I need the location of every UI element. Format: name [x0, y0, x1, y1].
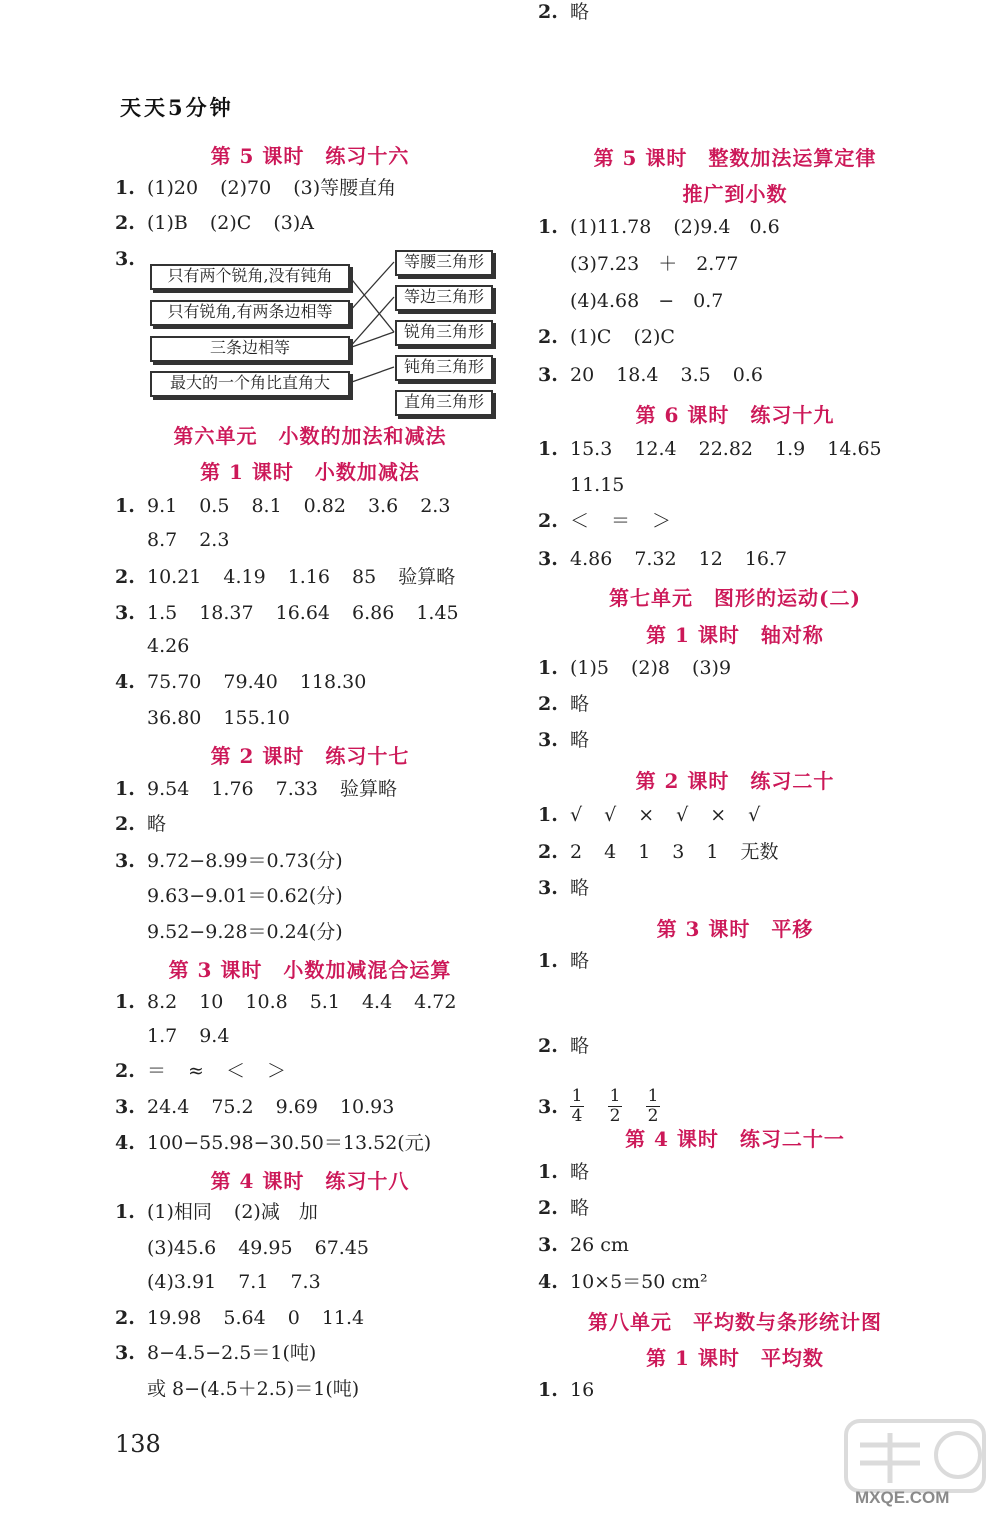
- item-number: 1.: [115, 778, 135, 800]
- section-heading: 第 1 课时 平均数: [646, 1346, 824, 1370]
- item-number: 1.: [538, 438, 558, 460]
- item-number: 3.: [115, 602, 135, 624]
- answer-value: 15.3: [570, 438, 613, 460]
- answer-value: 79.40: [223, 671, 278, 693]
- section-heading: 第六单元 小数的加法和减法: [173, 424, 447, 448]
- section-heading: 第 3 课时 小数加减混合运算: [168, 958, 452, 982]
- answer-value: √: [570, 804, 583, 826]
- answer-value: 略: [570, 1035, 590, 1057]
- answer-value: (2)70: [220, 177, 272, 199]
- answer-value: 略: [570, 1161, 590, 1183]
- item-number: 1.: [538, 216, 558, 238]
- section-heading: 推广到小数: [682, 182, 788, 206]
- item-number: 3.: [115, 1342, 135, 1364]
- answer-value: √: [676, 804, 689, 826]
- answer-value: 9.69: [275, 1096, 318, 1118]
- fraction-denominator: 2: [609, 1106, 621, 1126]
- watermark-text: MXQE.COM: [855, 1488, 950, 1507]
- answer-value: 5.64: [223, 1307, 266, 1329]
- answer-value: 155.10: [223, 707, 290, 729]
- item-number: 2.: [538, 1197, 558, 1219]
- answer-value: 14.65: [827, 438, 882, 460]
- answer-value: 8−4.5−2.5＝1(吨): [147, 1342, 317, 1364]
- answer-value: (3)7.23 ＋ 2.77: [570, 253, 739, 275]
- section-heading: 第 5 课时 整数加法运算定律: [593, 146, 877, 170]
- answer-value: 4.4: [361, 991, 393, 1013]
- answer-value: 略: [570, 693, 590, 715]
- answer-value: 7.1: [238, 1271, 269, 1293]
- item-number: 2.: [538, 510, 558, 532]
- item-number: 3.: [115, 850, 135, 872]
- item-number: 3.: [538, 364, 558, 386]
- fraction-numerator: 1: [647, 1086, 659, 1106]
- answer-value: ＜: [225, 1060, 245, 1082]
- section-heading: 第 6 课时 练习十九: [635, 403, 835, 427]
- answer-value: 1.16: [287, 566, 331, 588]
- triangle-type-box: 直角三角形: [395, 390, 493, 416]
- item-number: 1.: [538, 1161, 558, 1183]
- answer-value: 1: [706, 841, 719, 863]
- answer-value: 或 8−(4.5＋2.5)＝1(吨): [147, 1378, 360, 1400]
- answer-value: (2)9.4 0.6: [673, 216, 780, 238]
- answer-value: (4)4.68 − 0.7: [570, 290, 724, 312]
- left-description-box: 三条边相等: [150, 336, 350, 362]
- answer-value: 略: [570, 877, 590, 899]
- answer-value: 16.7: [744, 548, 788, 570]
- item-number: 1.: [538, 657, 558, 679]
- item-number: 1.: [115, 1201, 135, 1223]
- left-description-box: 只有两个锐角,没有钝角: [150, 264, 350, 290]
- answer-value: 5.1: [309, 991, 340, 1013]
- answer-value: ×: [638, 804, 655, 826]
- answer-value: 85: [352, 566, 377, 588]
- answer-value: √: [604, 804, 617, 826]
- answer-value: (1)B: [147, 212, 188, 234]
- answer-value: 7.32: [634, 548, 677, 570]
- item-number: 2.: [115, 813, 135, 835]
- answer-value: 略: [570, 950, 590, 972]
- item-number: 1.: [538, 804, 558, 826]
- section-heading: 第八单元 平均数与条形统计图: [588, 1310, 882, 1334]
- answer-value: 12: [698, 548, 723, 570]
- answer-value: 9.72−8.99＝0.73(分): [147, 850, 343, 872]
- answer-value: ＜: [570, 510, 590, 532]
- answer-value: 4: [604, 841, 617, 863]
- left-description-box: 只有锐角,有两条边相等: [150, 300, 350, 326]
- answer-value: 100−55.98−30.50＝13.52(元): [147, 1132, 432, 1154]
- item-number: 2.: [538, 326, 558, 348]
- answer-value: 7.3: [290, 1271, 321, 1293]
- answer-value: 10: [199, 991, 224, 1013]
- answer-value: 8.1: [251, 495, 282, 517]
- answer-value: 16.64: [275, 602, 331, 624]
- answer-value: (3)等腰直角: [293, 177, 397, 199]
- fraction-denominator: 2: [647, 1106, 659, 1126]
- item-number: 3.: [538, 548, 558, 570]
- answer-value: 16: [570, 1379, 595, 1401]
- item-number: 1.: [538, 1379, 558, 1401]
- answer-value: 36.80: [147, 707, 202, 729]
- answer-value: 2: [570, 841, 583, 863]
- answer-value: 验算略: [339, 778, 397, 800]
- answer-value: (2)C: [209, 212, 252, 234]
- answer-value: 12.4: [634, 438, 677, 460]
- item-number: 2.: [115, 212, 135, 234]
- item-number: 3.: [115, 1096, 135, 1118]
- answer-value: 8.2: [147, 991, 178, 1013]
- item-number: 3.: [538, 729, 558, 751]
- answer-value: 10.8: [245, 991, 288, 1013]
- item-number: 1.: [115, 177, 135, 199]
- answer-value: 75.2: [211, 1096, 254, 1118]
- item-number: 4.: [538, 1271, 558, 1293]
- answer-value: 3.6: [367, 495, 399, 517]
- answer-value: 验算略: [398, 566, 456, 588]
- answer-value: 略: [570, 729, 590, 751]
- answer-value: (3)9: [692, 657, 732, 679]
- answer-value: ≈: [188, 1060, 204, 1082]
- answer-value: 7.33: [275, 778, 318, 800]
- answer-value: 11.15: [570, 474, 625, 496]
- item-number: 3.: [538, 877, 558, 899]
- triangle-type-box: 等腰三角形: [395, 250, 493, 276]
- answer-value: 4.26: [147, 635, 190, 657]
- answer-value: (1)5: [570, 657, 610, 679]
- item-number: 3.: [115, 248, 135, 270]
- answer-value: 略: [570, 1, 590, 23]
- answer-value: ×: [710, 804, 727, 826]
- answer-value: √: [748, 804, 761, 826]
- answer-value: 1.45: [416, 602, 459, 624]
- section-heading: 第 5 课时 练习十六: [210, 144, 410, 168]
- answer-value: 22.82: [698, 438, 754, 460]
- item-number: 2.: [538, 1035, 558, 1057]
- answer-value: (1)20: [147, 177, 199, 199]
- item-number: 4.: [115, 1132, 135, 1154]
- answer-value: ＝: [147, 1060, 167, 1082]
- fraction-numerator: 1: [609, 1086, 621, 1106]
- answer-value: 19.98: [147, 1307, 202, 1329]
- answer-value: 18.4: [616, 364, 659, 386]
- answer-value: (1)相同: [147, 1201, 212, 1223]
- item-number: 2.: [538, 1, 558, 23]
- left-description-box: 最大的一个角比直角大: [150, 371, 350, 397]
- answer-value: 8.7: [147, 529, 178, 551]
- answer-value: 9.4: [199, 1025, 230, 1047]
- triangle-type-box: 等边三角形: [395, 285, 493, 311]
- answer-value: 1.76: [211, 778, 254, 800]
- section-heading: 第 4 课时 练习十八: [210, 1169, 410, 1193]
- answer-value: 4.19: [223, 566, 266, 588]
- item-number: 4.: [115, 671, 135, 693]
- item-number: 1.: [115, 495, 135, 517]
- fraction-numerator: 1: [571, 1086, 583, 1106]
- answer-value: (1)11.78: [570, 216, 652, 238]
- answer-value: 2.3: [199, 529, 230, 551]
- answer-value: 3: [672, 841, 685, 863]
- item-number: 2.: [115, 1307, 135, 1329]
- section-heading: 第 2 课时 练习十七: [210, 744, 410, 768]
- answer-value: 1: [638, 841, 651, 863]
- answer-value: 20: [570, 364, 595, 386]
- answer-value: 9.1: [147, 495, 178, 517]
- section-heading: 第 4 课时 练习二十一: [625, 1127, 845, 1151]
- section-heading: 第 1 课时 轴对称: [646, 623, 824, 647]
- page-number: 138: [115, 1430, 161, 1458]
- matching-line: [349, 367, 394, 383]
- answer-value: 11.4: [321, 1307, 365, 1329]
- answer-value: 3.5: [680, 364, 711, 386]
- section-heading: 第 1 课时 小数加减法: [200, 460, 420, 484]
- answer-value: 26 cm: [570, 1234, 629, 1256]
- answer-value: 0: [287, 1307, 300, 1329]
- answer-value: 118.30: [299, 671, 367, 693]
- answer-value: 1.7: [147, 1025, 178, 1047]
- answer-value: 9.52−9.28＝0.24(分): [147, 921, 343, 943]
- answer-value: 2.3: [420, 495, 451, 517]
- fraction-denominator: 4: [571, 1106, 583, 1126]
- item-number: 2.: [538, 841, 558, 863]
- answer-value: 75.70: [147, 671, 202, 693]
- answer-value: 67.45: [314, 1237, 370, 1259]
- answer-value: 6.86: [352, 602, 395, 624]
- answer-value: 4.86: [570, 548, 613, 570]
- answer-value: ＝: [611, 510, 631, 532]
- answer-value: (1)C: [570, 326, 612, 348]
- answer-value: 10.93: [339, 1096, 395, 1118]
- section-heading: 第七单元 图形的运动(二): [609, 586, 861, 610]
- section-heading: 第 3 课时 平移: [656, 917, 814, 941]
- answer-value: (4)3.91: [147, 1271, 217, 1293]
- answer-value: ＞: [652, 510, 672, 532]
- answer-value: 0.82: [303, 495, 346, 517]
- answer-value: 9.63−9.01＝0.62(分): [147, 885, 343, 907]
- triangle-type-box: 钝角三角形: [395, 355, 493, 381]
- answer-value: 49.95: [238, 1237, 293, 1259]
- answer-value: 略: [570, 1197, 590, 1219]
- answer-value: 0.6: [732, 364, 763, 386]
- item-number: 2.: [115, 566, 135, 588]
- item-number: 2.: [538, 693, 558, 715]
- answer-value: 0.5: [199, 495, 230, 517]
- answer-value: 无数: [740, 841, 779, 863]
- answer-value: (2)减 加: [233, 1201, 318, 1223]
- answer-value: (2)C: [633, 326, 675, 348]
- book-title: 天天5分钟: [120, 95, 234, 120]
- section-heading: 第 2 课时 练习二十: [635, 769, 835, 793]
- item-number: 1.: [115, 991, 135, 1013]
- answer-value: 18.37: [199, 602, 254, 624]
- item-number: 3.: [538, 1234, 558, 1256]
- answer-value: 24.4: [147, 1096, 190, 1118]
- answer-value: (3)45.6: [147, 1237, 217, 1259]
- answer-value: 4.72: [414, 991, 457, 1013]
- item-number: 3.: [538, 1095, 558, 1118]
- answer-value: (2)8: [631, 657, 671, 679]
- answer-value: 略: [147, 813, 167, 835]
- answer-value: 1.5: [147, 602, 178, 624]
- answer-value: 1.9: [775, 438, 806, 460]
- answer-value: (3)A: [273, 212, 314, 234]
- answer-value: ＞: [266, 1060, 286, 1082]
- triangle-type-box: 锐角三角形: [395, 320, 493, 346]
- answer-value: 10×5＝50 cm²: [570, 1271, 708, 1293]
- item-number: 1.: [538, 950, 558, 972]
- answer-value: 10.21: [147, 566, 202, 588]
- answer-value: 9.54: [147, 778, 190, 800]
- item-number: 2.: [115, 1060, 135, 1082]
